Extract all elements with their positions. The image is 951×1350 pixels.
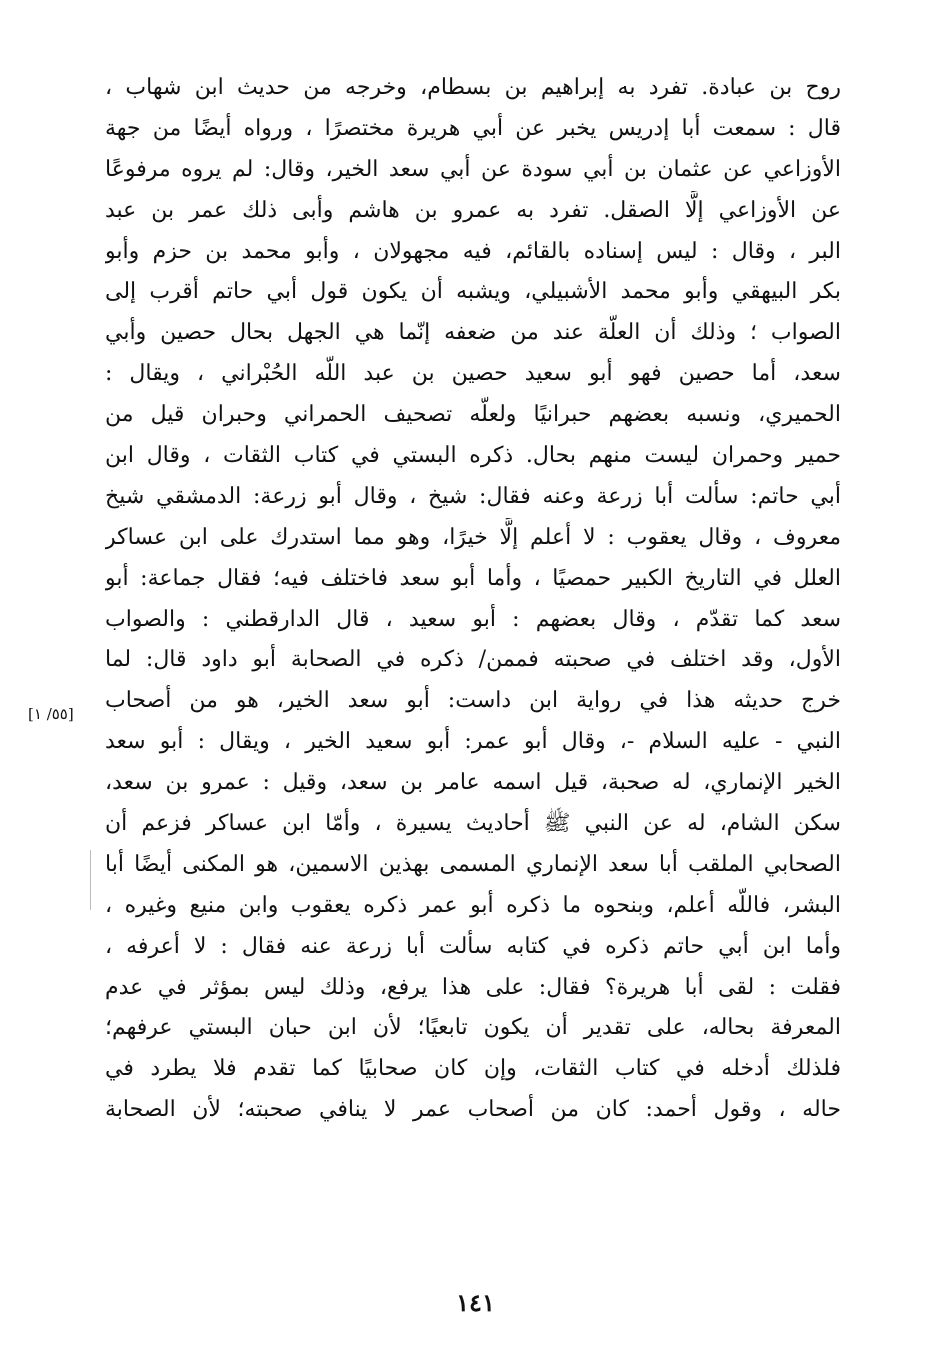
text-line: الأوزاعي عن عثمان بن أبي سودة عن أبي سعد الخير، وقال: لم يروه مرفوعًا [105, 156, 841, 182]
text-line: الحميري، ونسبه بعضهم حبرانيًا ولعلّه تصحيف الحمراني وحبران قيل من [105, 402, 841, 428]
page-number: ١٤١ [456, 1288, 495, 1317]
text-line: أبي حاتم: سألت أبا زرعة وعنه فقال: شيخ ، وقال أبو زرعة: الدمشقي شيخ [105, 483, 841, 509]
text-line: فقلت : لقى أبا هريرة؟ فقال: على هذا يرفع، وذلك ليس بمؤثر في عدم [105, 974, 841, 1000]
text-line: سعد كما تقدّم ، وقال بعضهم : أبو سعيد ، قال الدارقطني : والصواب [105, 606, 841, 632]
text-line: حاله ، وقول أحمد: كان من أصحاب عمر لا ينافي صحبته؛ لأن الصحابة [105, 1097, 841, 1123]
text-line: الصحابي الملقب أبا سعد الإنماري المسمى بهذين الاسمين، هو المكنى أيضًا أبا [105, 851, 841, 877]
text-line: الخير الإنماري، له صحبة، قيل اسمه عامر بن سعد، وقيل : عمرو بن سعد، [105, 770, 841, 796]
text-line: البر ، وقال : ليس إسناده بالقائم، فيه مجهولان ، وأبو محمد بن حزم وأبو [105, 238, 841, 264]
margin-folio-note: [٥٥/ ١] [28, 705, 74, 723]
text-line: بكر البيهقي وأبو محمد الأشبيلي، ويشبه أن يكون قول أبي حاتم أقرب إلى [105, 279, 841, 305]
text-line: البشر، فاللّه أعلم، وبنحوه ما ذكره أبو عمر ذكره يعقوب وابن منيع وغيره ، [105, 892, 841, 918]
text-line: عن الأوزاعي إلَّا الصقل. تفرد به عمرو بن هاشم وأبى ذلك عمر بن عبد [105, 197, 841, 223]
text-line: روح بن عبادة. تفرد به إبراهيم بن بسطام، وخرجه من حديث ابن شهاب ، [105, 75, 841, 100]
text-line: النبي - عليه السلام -، وقال أبو عمر: أبو سعيد الخير ، ويقال : أبو سعد [105, 729, 841, 755]
text-line: خرج حديثه هذا في رواية ابن داست: أبو سعد الخير، هو من أصحاب [105, 688, 841, 714]
text-line: فلذلك أدخله في كتاب الثقات، وإن كان صحابيًا كما تقدم فلا يطرد في [105, 1056, 841, 1082]
body-text [105, 68, 841, 1131]
text-line: الأول، وقد اختلف في صحبته فممن/ ذكره في الصحابة أبو داود قال: لما [105, 647, 841, 673]
text-line: العلل في التاريخ الكبير حمصيًا ، وأما أبو سعد فاختلف فيه؛ فقال جماعة: أبو [105, 565, 841, 591]
text-line: قال : سمعت أبا إدريس يخبر عن أبي هريرة مختصرًا ، ورواه أيضًا من جهة [105, 115, 841, 141]
text-line: وأما ابن أبي حاتم ذكره في كتابه سألت أبا زرعة عنه فقال : لا أعرفه ، [105, 933, 841, 959]
text-line: الصواب ؛ وذلك أن العلّة عند من ضعفه إنّما هي الجهل بحال حصين وأبي [105, 320, 841, 346]
text-line: المعرفة بحاله، على تقدير أن يكون تابعيًا؛ لأن ابن حبان البستي عرفهم؛ [105, 1015, 841, 1041]
text-line: معروف ، وقال يعقوب : لا أعلم إلَّا خيرًا، وهو مما استدرك على ابن عساكر [105, 524, 841, 550]
text-line: حمير وحمران ليست منهم بحال. ذكره البستي في كتاب الثقات ، وقال ابن [105, 443, 841, 469]
gutter-rule [90, 850, 91, 910]
text-line: سكن الشام، له عن النبي ﷺ أحاديث يسيرة ، وأمّا ابن عساكر فزعم أن [105, 811, 841, 837]
text-line: سعد، أما حصين فهو أبو سعيد حصين بن عبد اللّه الحُبْراني ، ويقال : [105, 361, 841, 387]
